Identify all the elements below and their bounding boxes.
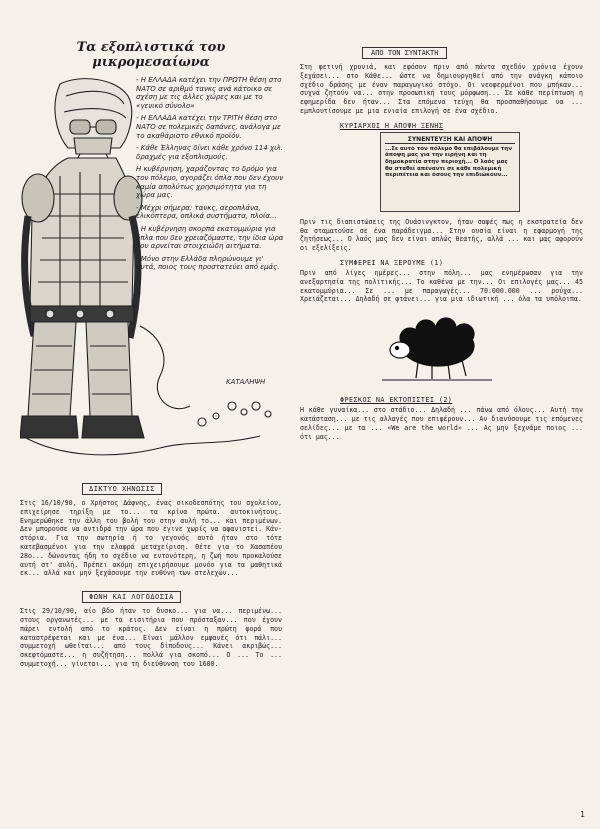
newspaper-clipping xyxy=(380,132,520,212)
caption-paragraph: - Κάθε Έλληνας δίνει κάθε χρόνο 114 χιλ. δραχμές για εξοπλισμούς. xyxy=(136,144,283,161)
right-column xyxy=(300,40,583,447)
clipping-title: ΣΥΝΕΝΤΕΥΞΗ ΚΑΙ ΑΠΟΨΗ xyxy=(385,136,515,144)
section1-title: ΚΥΡΙΑΡΧΟΙ Η ΑΠΟΨΗ ΞΕΝΗΣ xyxy=(340,121,444,130)
article1-text: Στις 16/10/90, ο Χρήστος Δάφνης, ένας οικοδεσπότης του σχολείου, επιχείρησε τηρίξη με το... τα κρίνα πρώτα. αυτοκινήτους. Ενημερώθηκε την άλλη του βολή του στην αυλή το... και περιμένων. Δεν μπορούσε να αντιδρά την ώρα που έγινε χωρίς να αφανιστεί. Κάν-στόρια. Για την σωτηρία ή το γεγονός αυτό ήταν στο τότε κατεβασμένοι για την ελαφρά μεταχείριση. Θέτε για το Χασαπέου 28ο... δώνοντας ήδη το σχέδιο να εντονότερη, η ζωή που προκαλούσε αυτή στ' αυλή. Πρέπει ακόμη επιχειρήσουμε μονόο για τα μαθητικά εκ... αλλά και μην ξεχάσουμε την ευθύνη των στελεχών... xyxy=(20,499,283,578)
section2-text: Πριν από λίγες ημέρες... στην πόλη... μας ενημέρωσαν για την ανεξαρτησία της πολιτικής... Το καθένα με την... Οι επιλογές μας... 45 εκατομμύρια... Σε ... με παραγωγές... 70.000.000 ... ρούχα... Χρειάζεται... Δηλαδή σε φτάνει... για μια ιδιωτική ... όλα τα υπόλοιπα. xyxy=(300,268,583,304)
page-number: 1 xyxy=(580,810,585,819)
illustration-signature: ΚΑΤΑΛΗΨΗ xyxy=(226,378,266,386)
caption-paragraph: - Μόνο στην Ελλάδα πληρώνουμε γι' αυτά, ποιος τους προστατεύει από εμάς. xyxy=(136,254,280,272)
caption-paragraph: - Η ΕΛΛΑΔΑ κατέχει την ΤΡΙΤΗ θέση στο ΝΑΤΟ σε πολεμικές δαπάνες, ανάλογα με το ακαθάριστο εθνικό προϊόν. xyxy=(136,114,281,140)
editorial-text: Στη φετινή χρονιά, και εφόσον πριν από πάντα σχεδόν χρόνια έχουν ξεχάσει... στο Κάθε... ώστε να δημιουργηθεί από την ανάγκη κάποιο σχέδιο δράσης με έναν παραγωγικό στόχο. Οι νεοφερμένοι που μπήκαν... συχνά ζητούν να... στην προσωπική τους μόρφωση... Σε κάθε περίπτωση η εφημερίδα δεν ήταν... Στα επόμενα τεύχη θα προσπαθήσουμε να ... εμπλουτίσουμε με μια ενιαία επιλογή σε ένα σχέδιο. xyxy=(300,63,583,115)
caption-paragraph: - Μέχρι σήμερα: τανκς, αεροπλάνα, ελικόπτερα, οπλικά συστήματα, πλοία... xyxy=(136,203,277,221)
article2-text: Στις 29/10/90, αίο βδο ήταν το δυσκο... για να... περιμένω... στους οργανωτές... με τα εισιτήρια που πρόσταξαν... που έχουν πάρει εντολή από το κράτος. Δεν είναι η πρώτη φορά που καταστρέφεται και με ένα... Είναι μάλλον εμφανές ότι πάλι... συμμετοχή ωθείται... από τους δίποδους... Κάνει ακριβώς... σκεφτόμαστε... η συζήτηση... πολλά για σκοπό... Ο ... Το ... συμμετοχή... γίνεται... για τη διεύθυνση του 1600. xyxy=(20,607,282,668)
headline: Τα εξοπλιστικά του μικρομεσαίωνα xyxy=(76,40,226,70)
caption-paragraph: - Η κυβέρνηση σκορπά εκατομμύρια για όπλα που δεν χρειαζόμαστε, την ίδια ώρα που αρνείται στοιχειώδη αιτήματα. xyxy=(136,224,284,251)
left-column xyxy=(20,40,282,675)
caption-paragraph: Η κυβέρνηση, χαράζοντας το δρόμο για τον πόλεμο, αγοράζει όπλα που δεν έχουν καμία απολύτως χρησιμότητα για τη χώρα μας. xyxy=(136,165,284,200)
clipping-text: ...Σε αυτό τον πόλεμο θα επιβάλουμε την άποψη μας για την ειρήνη και τη δημοκρατία στην περιοχή... Ο λαός μας θα σταθεί απέναντι σε κάθε πολεμική περιπέτεια και όσους την επιδιώκουν... xyxy=(385,145,512,179)
illustration-caption xyxy=(136,76,284,276)
article1-title: ΔΙΚΤΥΟ ΧΗΝΩΣΙΣ xyxy=(82,483,162,495)
article2-title: ΦΩΝΗ ΚΑΙ ΛΟΓΟΔΟΣΙΑ xyxy=(82,591,181,603)
section2-title: ΣΥΜΦΕΡΕΙ ΝΑ ΞΕΡΟΥΜΕ (1) xyxy=(340,258,444,267)
section3-text: Η κάθε γυναίκα... στο στάδιο... Δηλαδή ... πάνω από όλους... Αυτή την κατάσταση... με τις αλλαγές που επιφέρουν... Αν διανύσουμε τις επόμενες σελίδες... με τα ... «We are the world» ... Ας μην ξεχνάμε ποιος ... ότι μας... xyxy=(300,406,583,441)
section1-text: Πριν τις διαπιστώσεις της Ουάσινγκτον, ήταν σαφές πως η εκστρατεία δεν θα σταματούσε σε ένα παράδειγμα... Στην ουσία είναι η εφαρμογή της ζητήσεως... Ο λαός μας δεν είναι απλώς θεατής, αλλά ... και μας αφορούν οι εξελίξεις. xyxy=(300,217,583,253)
black-sheep-illustration xyxy=(382,316,492,384)
editorial-title: ΑΠΟ ΤΟΝ ΣΥΝΤΑΚΤΗ xyxy=(362,47,447,59)
caption-paragraph: - Η ΕΛΛΑΔΑ κατέχει την ΠΡΩΤΗ θέση στο ΝΑΤΟ σε αριθμό τανκς ανά κάτοικο σε σχέση με τις άλλες χώρες και με το «γενικό σύνολο» xyxy=(136,76,282,110)
illustration-block xyxy=(20,76,282,476)
section3-title: ΦΡΕΣΚΟΣ ΝΑ ΕΚΤΟΠΙΣΤΕΙ (2) xyxy=(340,396,453,405)
